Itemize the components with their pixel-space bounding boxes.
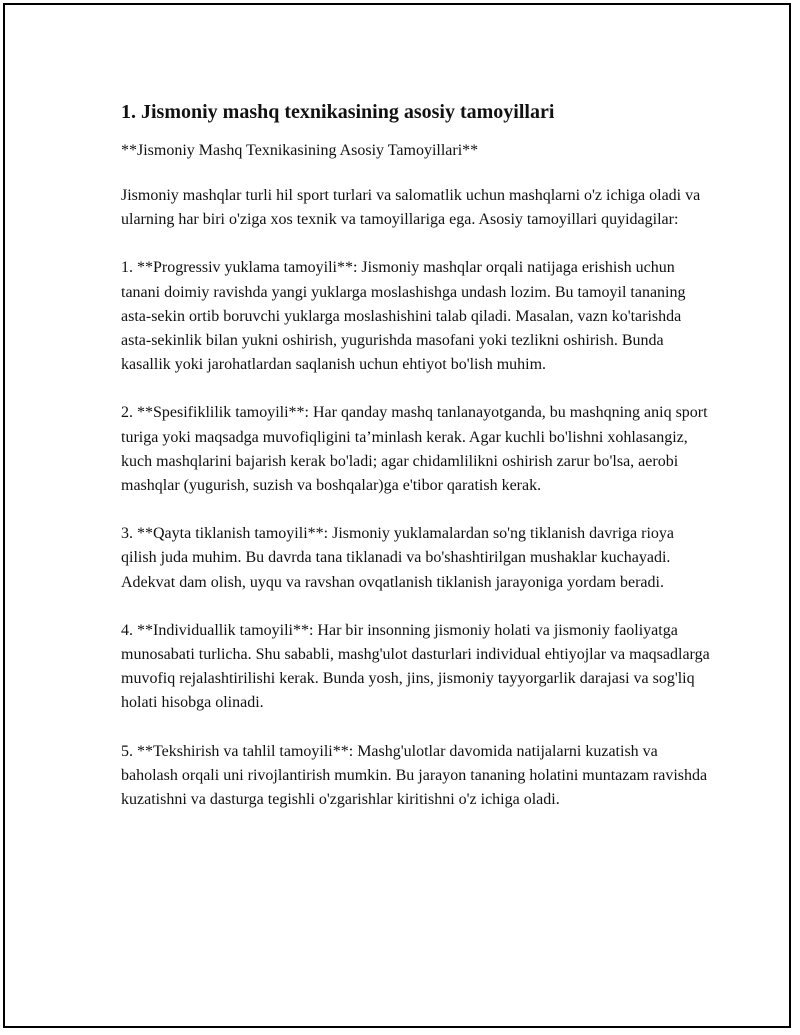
principle-specificity: 2. **Spesifiklilik tamoyili**: Har qanday mashq tanlanayotganda, bu mashqning aniq sport turiga yoki maqsadga muvofiqligini ta’minlash kerak. Agar kuchli bo'lishni xohlasangiz, kuch mashqlarini bajarish kerak bo'ladi; agar chidamlilikni oshirish zarur bo'lsa, aerobi mashqlar (yugurish, suzish va boshqalar)ga e'tibor qaratish kerak. [121, 404, 708, 495]
document-title: 1. Jismoniy mashq texnikasining asosiy tamoyillari [121, 101, 555, 123]
document-subtitle: **Jismoniy Mashq Texnikasining Asosiy Tamoyillari** [121, 142, 479, 159]
document-body [121, 99, 711, 836]
principle-monitoring: 5. **Tekshirish va tahlil tamoyili**: Mashg'ulotlar davomida natijalarni kuzatish va baholash orqali uni rivojlantirish mumkin. Bu jarayon tananing holatini muntazam ravishda kuzatishni va dasturga tegishli o'zgarishlar kiritishni o'z ichiga oladi. [121, 742, 708, 809]
intro-paragraph: Jismoniy mashqlar turli hil sport turlari va salomatlik uchun mashqlarni o'z ichiga oladi va ularning har biri o'ziga xos texnik va tamoyillariga ega. Asosiy tamoyillari quyidagilar: [121, 187, 701, 229]
principle-recovery: 3. **Qayta tiklanish tamoyili**: Jismoniy yuklamalardan so'ng tiklanish davriga rioya qilish juda muhim. Bu davrda tana tiklanadi va bo'shashtirilgan mushaklar kuchayadi. Adekvat dam olish, uyqu va ravshan ovqatlanish tiklanish jarayoniga yordam beradi. [121, 525, 675, 591]
page-frame [3, 3, 791, 1028]
principle-progressive-load: 1. **Progressiv yuklama tamoyili**: Jismoniy mashqlar orqali natijaga erishish uchun tanani doimiy ravishda yangi yuklarga moslashishga undash lozim. Bu tamoyil tananing asta-sekin ortib boruvchi yuklarga moslashishini talab qiladi. Masalan, vazn ko'tarishda asta-sekinlik bilan yukni oshirish, yugurishda masofani yoki tezlikni oshirish. Bunda kasallik yoki jarohatlardan saqlanish uchun ehtiyot bo'lish muhim. [121, 259, 686, 374]
principle-individuality: 4. **Individuallik tamoyili**: Har bir insonning jismoniy holati va jismoniy faoliyatga munosabati turlicha. Shu sababli, mashg'ulot dasturlari individual ehtiyojlar va maqsadlarga muvofiq rejalashtirilishi kerak. Bunda yosh, jins, jismoniy tayyorgarlik darajasi va sog'liq holati hisobga olinadi. [121, 621, 710, 712]
